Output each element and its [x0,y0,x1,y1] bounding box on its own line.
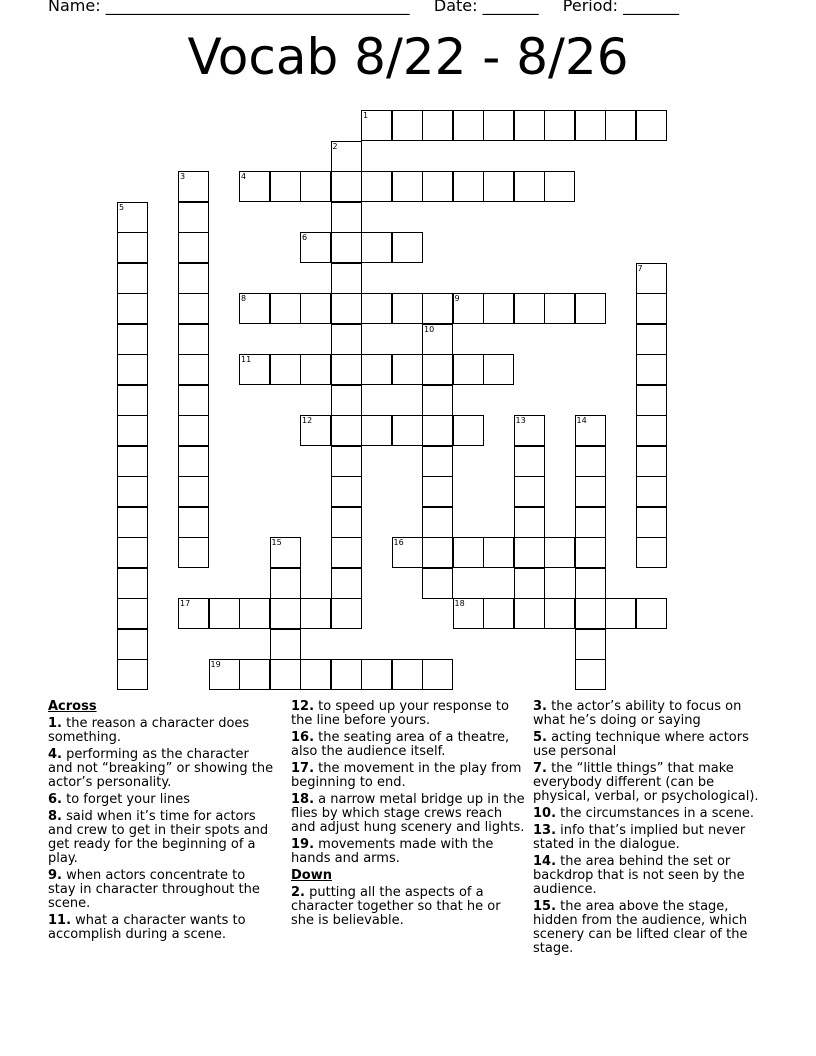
grid-cell[interactable] [270,598,301,629]
clue-text: to forget your lines [61,792,191,807]
clue-down [533,762,761,804]
grid-cell[interactable] [575,537,606,568]
grid-cell[interactable] [392,293,423,324]
grid-cell[interactable] [514,507,545,538]
grid-cell[interactable] [239,354,270,385]
grid-cell[interactable] [300,598,331,629]
grid-cell[interactable] [300,415,331,446]
grid-cell[interactable] [392,232,423,263]
clue-number: 14. [533,854,557,869]
grid-cell[interactable] [331,293,362,324]
clue-number: 13. [533,823,557,838]
clue-across [48,810,276,866]
grid-cell[interactable] [361,171,392,202]
grid-cell[interactable] [117,263,148,294]
grid-cell[interactable] [209,659,240,690]
grid-cell[interactable] [453,415,484,446]
cell-number: 19 [210,660,221,669]
grid-cell[interactable] [331,537,362,568]
grid-cell[interactable] [422,476,453,507]
grid-cell[interactable] [483,171,514,202]
clue-number: 18. [291,792,315,807]
grid-cell[interactable] [239,293,270,324]
grid-cell[interactable] [117,568,148,599]
grid-cell[interactable] [117,446,148,477]
grid-cell[interactable] [544,537,575,568]
grid-cell[interactable] [422,171,453,202]
grid-cell[interactable] [178,324,209,355]
clue-across [48,717,276,745]
clue-across [48,869,276,911]
grid-cell[interactable] [453,110,484,141]
grid-cell[interactable] [514,537,545,568]
clue-text: to speed up your response to the line before yours. [291,699,509,728]
grid-cell[interactable] [575,507,606,538]
grid-cell[interactable] [331,659,362,690]
clue-number: 19. [291,837,315,852]
grid-cell[interactable] [361,110,392,141]
grid-cell[interactable] [331,171,362,202]
grid-cell[interactable] [178,232,209,263]
grid-cell[interactable] [331,232,362,263]
grid-cell[interactable] [575,476,606,507]
grid-cell[interactable] [422,324,453,355]
clue-number: 3. [533,699,547,714]
grid-cell[interactable] [361,232,392,263]
grid-cell[interactable] [453,171,484,202]
period-field[interactable]: Period: _______ [562,0,680,15]
grid-cell[interactable] [483,354,514,385]
grid-cell[interactable] [178,385,209,416]
grid-cell[interactable] [331,141,362,172]
clue-number: 16. [291,730,315,745]
grid-cell[interactable] [636,415,667,446]
grid-cell[interactable] [331,263,362,294]
clue-down [533,824,761,852]
grid-cell[interactable] [117,385,148,416]
page-title: Vocab 8/22 - 8/26 [187,28,629,86]
clues-column-3 [533,700,761,959]
grid-cell[interactable] [483,537,514,568]
grid-cell[interactable] [117,598,148,629]
grid-cell[interactable] [331,385,362,416]
grid-cell[interactable] [514,446,545,477]
grid-cell[interactable] [178,446,209,477]
grid-cell[interactable] [422,659,453,690]
grid-cell[interactable] [453,537,484,568]
clues-column-2 [291,700,526,931]
grid-cell[interactable] [483,293,514,324]
grid-cell[interactable] [392,537,423,568]
clue-number: 17. [291,761,315,776]
grid-cell[interactable] [178,171,209,202]
grid-cell[interactable] [392,110,423,141]
grid-cell[interactable] [178,354,209,385]
grid-cell[interactable] [117,202,148,233]
grid-cell[interactable] [300,659,331,690]
cell-number: 5 [119,202,125,212]
grid-cell[interactable] [514,171,545,202]
across-heading: Across [48,699,97,714]
grid-cell[interactable] [178,415,209,446]
grid-cell[interactable] [300,171,331,202]
clue-down [533,855,761,897]
grid-cell[interactable] [117,507,148,538]
grid-cell[interactable] [636,324,667,355]
grid-cell[interactable] [209,598,240,629]
grid-cell[interactable] [575,598,606,629]
grid-cell[interactable] [270,568,301,599]
down-heading: Down [291,868,332,883]
clue-number: 15. [533,899,557,914]
grid-cell[interactable] [575,110,606,141]
clue-across [291,838,526,866]
grid-cell[interactable] [514,110,545,141]
cell-number: 13 [515,416,526,425]
grid-cell[interactable] [636,385,667,416]
grid-cell[interactable] [544,171,575,202]
grid-cell[interactable] [270,354,301,385]
grid-cell[interactable] [575,446,606,477]
grid-cell[interactable] [422,415,453,446]
grid-cell[interactable] [605,598,636,629]
grid-cell[interactable] [483,598,514,629]
grid-cell[interactable] [575,293,606,324]
grid-cell[interactable] [392,659,423,690]
clues-column-1 [48,700,276,945]
clue-text: the area above the stage, hidden from the audience, which scenery can be lifted clear of the stage. [533,899,748,956]
grid-cell[interactable] [331,598,362,629]
grid-cell[interactable] [270,537,301,568]
name-field[interactable]: Name: ______________________________________ [48,0,410,15]
grid-cell[interactable] [636,446,667,477]
grid-cell[interactable] [422,446,453,477]
clue-text: the actor’s ability to focus on what he’s doing or saying [533,699,742,728]
clue-text: the reason a character does something. [48,716,250,745]
clue-number: 5. [533,730,547,745]
clue-number: 7. [533,761,547,776]
clue-down [533,700,761,728]
clue-text: the movement in the play from beginning to end. [291,761,522,790]
grid-cell[interactable] [178,598,209,629]
cell-number: 7 [637,263,643,273]
cell-number: 4 [241,172,247,181]
grid-cell[interactable] [636,598,667,629]
clue-across [291,700,526,728]
cell-number: 9 [454,294,460,303]
grid-cell[interactable] [453,293,484,324]
clue-number: 8. [48,809,62,824]
grid-cell[interactable] [331,202,362,233]
grid-cell[interactable] [331,446,362,477]
grid-cell[interactable] [270,171,301,202]
cell-number: 10 [424,324,435,334]
grid-cell[interactable] [422,110,453,141]
grid-cell[interactable] [117,232,148,263]
grid-cell[interactable] [636,110,667,141]
grid-cell[interactable] [514,598,545,629]
grid-cell[interactable] [178,537,209,568]
grid-cell[interactable] [605,110,636,141]
clue-down [533,807,761,821]
grid-cell[interactable] [300,232,331,263]
cell-number: 17 [180,599,191,608]
date-field[interactable]: Date: _______ [433,0,539,15]
grid-cell[interactable] [270,629,301,660]
clue-across [48,793,276,807]
clue-number: 10. [533,806,557,821]
grid-cell[interactable] [422,537,453,568]
grid-cell[interactable] [117,324,148,355]
clue-down [533,900,761,956]
clue-number: 12. [291,699,315,714]
grid-cell[interactable] [331,354,362,385]
grid-cell[interactable] [117,293,148,324]
grid-cell[interactable] [636,354,667,385]
clue-down [533,731,761,759]
grid-cell[interactable] [422,507,453,538]
grid-cell[interactable] [361,354,392,385]
grid-cell[interactable] [514,415,545,446]
grid-cell[interactable] [544,293,575,324]
grid-cell[interactable] [422,354,453,385]
cell-number: 18 [454,599,465,608]
grid-cell[interactable] [422,568,453,599]
clue-text: the circumstances in a scene. [556,806,754,821]
cell-number: 14 [576,416,587,425]
grid-cell[interactable] [178,263,209,294]
grid-cell[interactable] [239,171,270,202]
clue-down [291,886,526,928]
grid-cell[interactable] [270,293,301,324]
clue-text: the “little things” that make everybody different (can be physical, verbal, or psychological). [533,761,759,804]
clue-across [48,914,276,942]
grid-cell[interactable] [636,507,667,538]
grid-cell[interactable] [117,629,148,660]
grid-cell[interactable] [575,629,606,660]
grid-cell[interactable] [178,293,209,324]
grid-cell[interactable] [636,263,667,294]
grid-cell[interactable] [178,507,209,538]
grid-cell[interactable] [392,171,423,202]
clue-text: acting technique where actors use personal [533,730,749,759]
grid-cell[interactable] [544,598,575,629]
grid-cell[interactable] [392,354,423,385]
cell-number: 11 [241,355,252,364]
cell-number: 1 [363,111,369,120]
clue-across [291,793,526,835]
grid-cell[interactable] [636,537,667,568]
clue-text: performing as the character and not “breaking” or showing the actor’s personality. [48,747,274,790]
grid-cell[interactable] [453,598,484,629]
clue-number: 4. [48,747,62,762]
grid-cell[interactable] [636,293,667,324]
grid-cell[interactable] [361,415,392,446]
grid-cell[interactable] [178,476,209,507]
grid-cell[interactable] [331,507,362,538]
clue-text: info that’s implied but never stated in the dialogue. [533,823,746,852]
clue-text: movements made with the hands and arms. [291,837,494,866]
grid-cell[interactable] [514,476,545,507]
grid-cell[interactable] [300,354,331,385]
grid-cell[interactable] [575,568,606,599]
grid-cell[interactable] [544,110,575,141]
clue-text: the area behind the set or backdrop that is not seen by the audience. [533,854,745,897]
clue-text: putting all the aspects of a character together so that he or she is believable. [291,885,501,928]
cell-number: 3 [180,172,186,181]
grid-cell[interactable] [361,659,392,690]
grid-cell[interactable] [636,476,667,507]
clue-number: 6. [48,792,62,807]
grid-cell[interactable] [422,385,453,416]
clue-text: what a character wants to accomplish during a scene. [48,913,246,942]
clue-text: a narrow metal bridge up in the flies by which stage crews reach and adjust hung scenery and lights. [291,792,525,835]
cell-number: 8 [241,294,247,303]
grid-cell[interactable] [117,415,148,446]
grid-cell[interactable] [361,293,392,324]
grid-cell[interactable] [178,202,209,233]
clue-across [291,731,526,759]
grid-cell[interactable] [575,659,606,690]
cell-number: 16 [393,538,404,547]
cell-number: 15 [271,538,282,547]
grid-cell[interactable] [422,293,453,324]
clue-across [291,762,526,790]
grid-cell[interactable] [514,568,545,599]
cell-number: 12 [302,416,313,425]
clue-text: the seating area of a theatre, also the audience itself. [291,730,510,759]
cell-number: 6 [302,233,308,242]
clue-number: 11. [48,913,72,928]
grid-cell[interactable] [575,415,606,446]
clue-number: 9. [48,868,62,883]
grid-cell[interactable] [117,476,148,507]
grid-cell[interactable] [392,415,423,446]
clue-number: 2. [291,885,305,900]
grid-cell[interactable] [331,415,362,446]
grid-cell[interactable] [117,354,148,385]
clue-number: 1. [48,716,62,731]
grid-cell[interactable] [331,568,362,599]
grid-cell[interactable] [270,659,301,690]
clue-text: when actors concentrate to stay in character throughout the scene. [48,868,260,911]
grid-cell[interactable] [300,293,331,324]
grid-cell[interactable] [117,659,148,690]
clue-text: said when it’s time for actors and crew to get in their spots and get ready for the beginning of a play. [48,809,269,866]
cell-number: 2 [332,141,338,151]
grid-cell[interactable] [117,537,148,568]
grid-cell[interactable] [239,659,270,690]
grid-cell[interactable] [331,324,362,355]
grid-cell[interactable] [331,476,362,507]
grid-cell[interactable] [239,598,270,629]
grid-cell[interactable] [483,110,514,141]
clue-across [48,748,276,790]
grid-cell[interactable] [453,354,484,385]
grid-cell[interactable] [514,293,545,324]
